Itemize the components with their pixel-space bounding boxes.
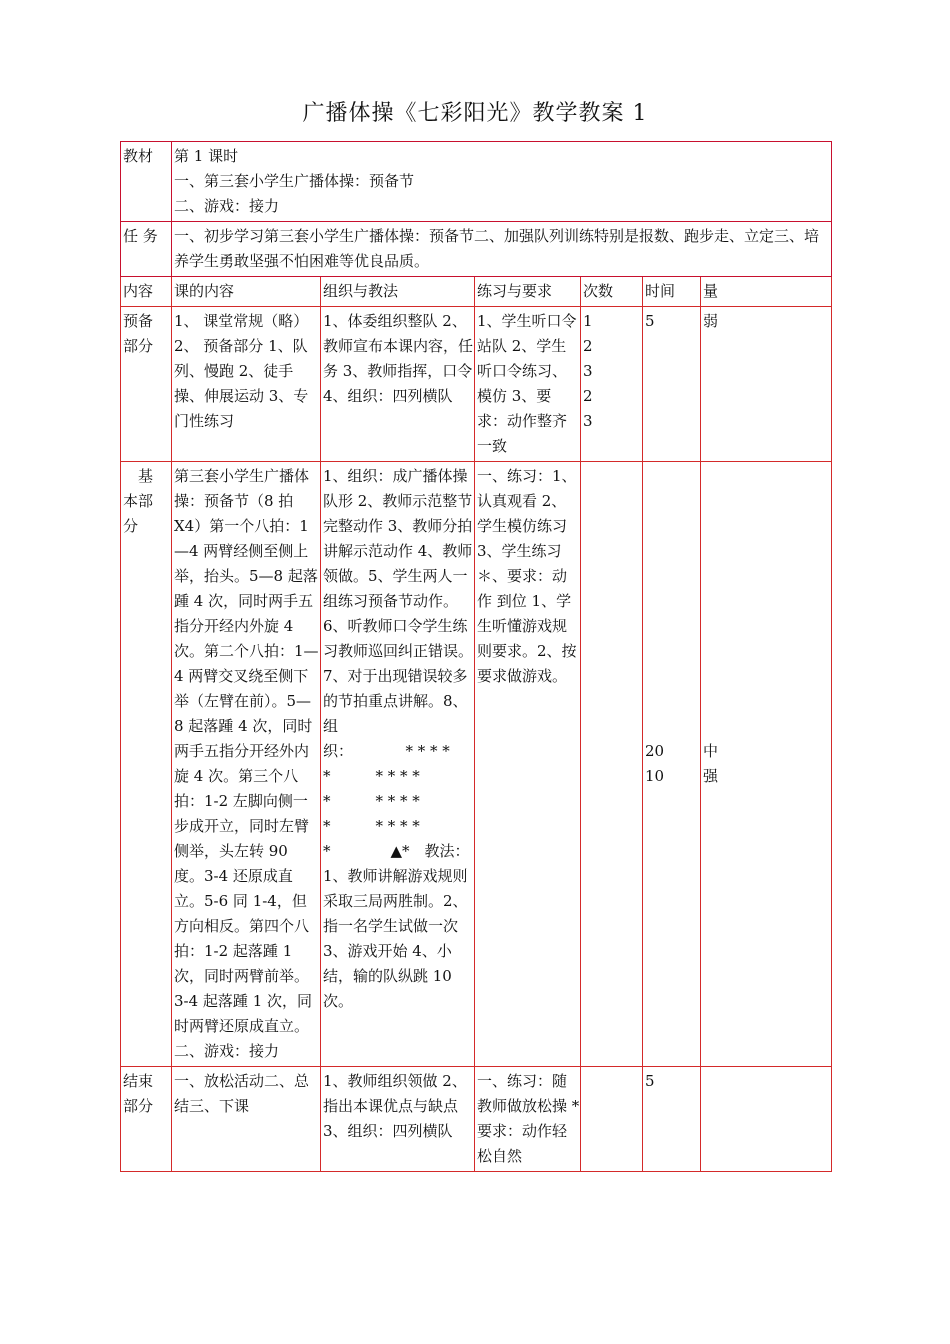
count-cell: 1 2 3 2 3 <box>581 307 643 462</box>
organization-cell: 1、体委组织整队 2、教师宣布本课内容，任务 3、教师指挥，口令 4、组织：四列横队 <box>321 307 475 462</box>
lesson-content-cell: 一、放松活动二、总结三、下课 <box>172 1067 321 1172</box>
section-label: 预备 部分 <box>121 307 172 462</box>
column-header-row <box>121 277 832 307</box>
count-cell <box>581 1067 643 1172</box>
header-count: 次数 <box>581 277 643 307</box>
task-row <box>121 222 832 277</box>
table-row <box>121 462 832 1067</box>
section-label: 结束 部分 <box>121 1067 172 1172</box>
header-organization: 组织与教法 <box>321 277 475 307</box>
task-content: 一、初步学习第三套小学生广播体操：预备节二、加强队列训练特别是报数、跑步走、立定三、培养学生勇敢坚强不怕困难等优良品质。 <box>172 222 832 277</box>
lesson-content-cell: 第三套小学生广播体操：预备节（8 拍X4）第一个八拍：1—4 两臂经侧至侧上举，抬头。5—8 起落踵 4 次，同时两手五指分开经内外旋 4 次。第二个八拍：1—4 两臂交叉绕至侧下举（左臂在前）。5—8 起落踵 4 次，同时两手五指分开经外内旋 4 次。第三个八拍：1-2 左脚向侧一步成开立，同时左臂侧举，头左转 90 度。3-4 还原成直立。5-6 同 1-4，但方向相反。第四个八拍：1-2 起落踵 1 次，同时两臂前举。3-4 起落踵 1 次，同时两臂还原成直立。二、游戏：接力 <box>172 462 321 1067</box>
header-section: 内容 <box>121 277 172 307</box>
material-label: 教材 <box>121 142 172 222</box>
time-cell: 5 <box>643 307 701 462</box>
lesson-plan-table <box>120 141 832 1172</box>
load-cell: 中 强 <box>701 462 832 1067</box>
practice-cell: 1、学生听口令站队 2、学生听口令练习、模仿 3、要求：动作整齐一致 <box>475 307 581 462</box>
count-cell <box>581 462 643 1067</box>
load-cell: 弱 <box>701 307 832 462</box>
material-row <box>121 142 832 222</box>
task-label: 任 务 <box>121 222 172 277</box>
organization-cell: 1、组织：成广播体操队形 2、教师示范整节完整动作 3、教师分拍讲解示范动作 4、教师领做。5、学生两人一组练习预备节动作。6、听教师口令学生练习教师巡回纠正错误。7、对于出现错误较多的节拍重点讲解。8、组 织： * * * * * * * * * * * * * * * * * * * * ▲* 教法： 1、教师讲解游戏规则采取三局两胜制。2、指一名学生试做一次 3、游戏开始 4、小结，输的队纵跳 10 次。 <box>321 462 475 1067</box>
practice-cell: 一、练习：1、认真观看 2、学生模仿练习 3、学生练习＊、要求：动作 到位 1、学生听懂游戏规则要求。2、按要求做游戏。 <box>475 462 581 1067</box>
header-content: 课的内容 <box>172 277 321 307</box>
time-cell: 5 <box>643 1067 701 1172</box>
organization-cell: 1、教师组织领做 2、指出本课优点与缺点 3、组织：四列横队 <box>321 1067 475 1172</box>
header-practice: 练习与要求 <box>475 277 581 307</box>
header-load: 量 <box>701 277 832 307</box>
page-title: 广播体操《七彩阳光》教学教案 1 <box>302 101 648 126</box>
material-content: 第 1 课时 一、第三套小学生广播体操：预备节 二、游戏：接力 <box>172 142 832 222</box>
table-row <box>121 1067 832 1172</box>
section-label: 基 本部 分 <box>121 462 172 1067</box>
load-cell <box>701 1067 832 1172</box>
practice-cell: 一、练习：随教师做放松操 * 要求：动作轻松自然 <box>475 1067 581 1172</box>
time-cell: 20 10 <box>643 462 701 1067</box>
table-row <box>121 307 832 462</box>
lesson-content-cell: 1、 课堂常规（略）2、 预备部分 1、队列、慢跑 2、徒手操、伸展运动 3、专门性练习 <box>172 307 321 462</box>
header-time: 时间 <box>643 277 701 307</box>
